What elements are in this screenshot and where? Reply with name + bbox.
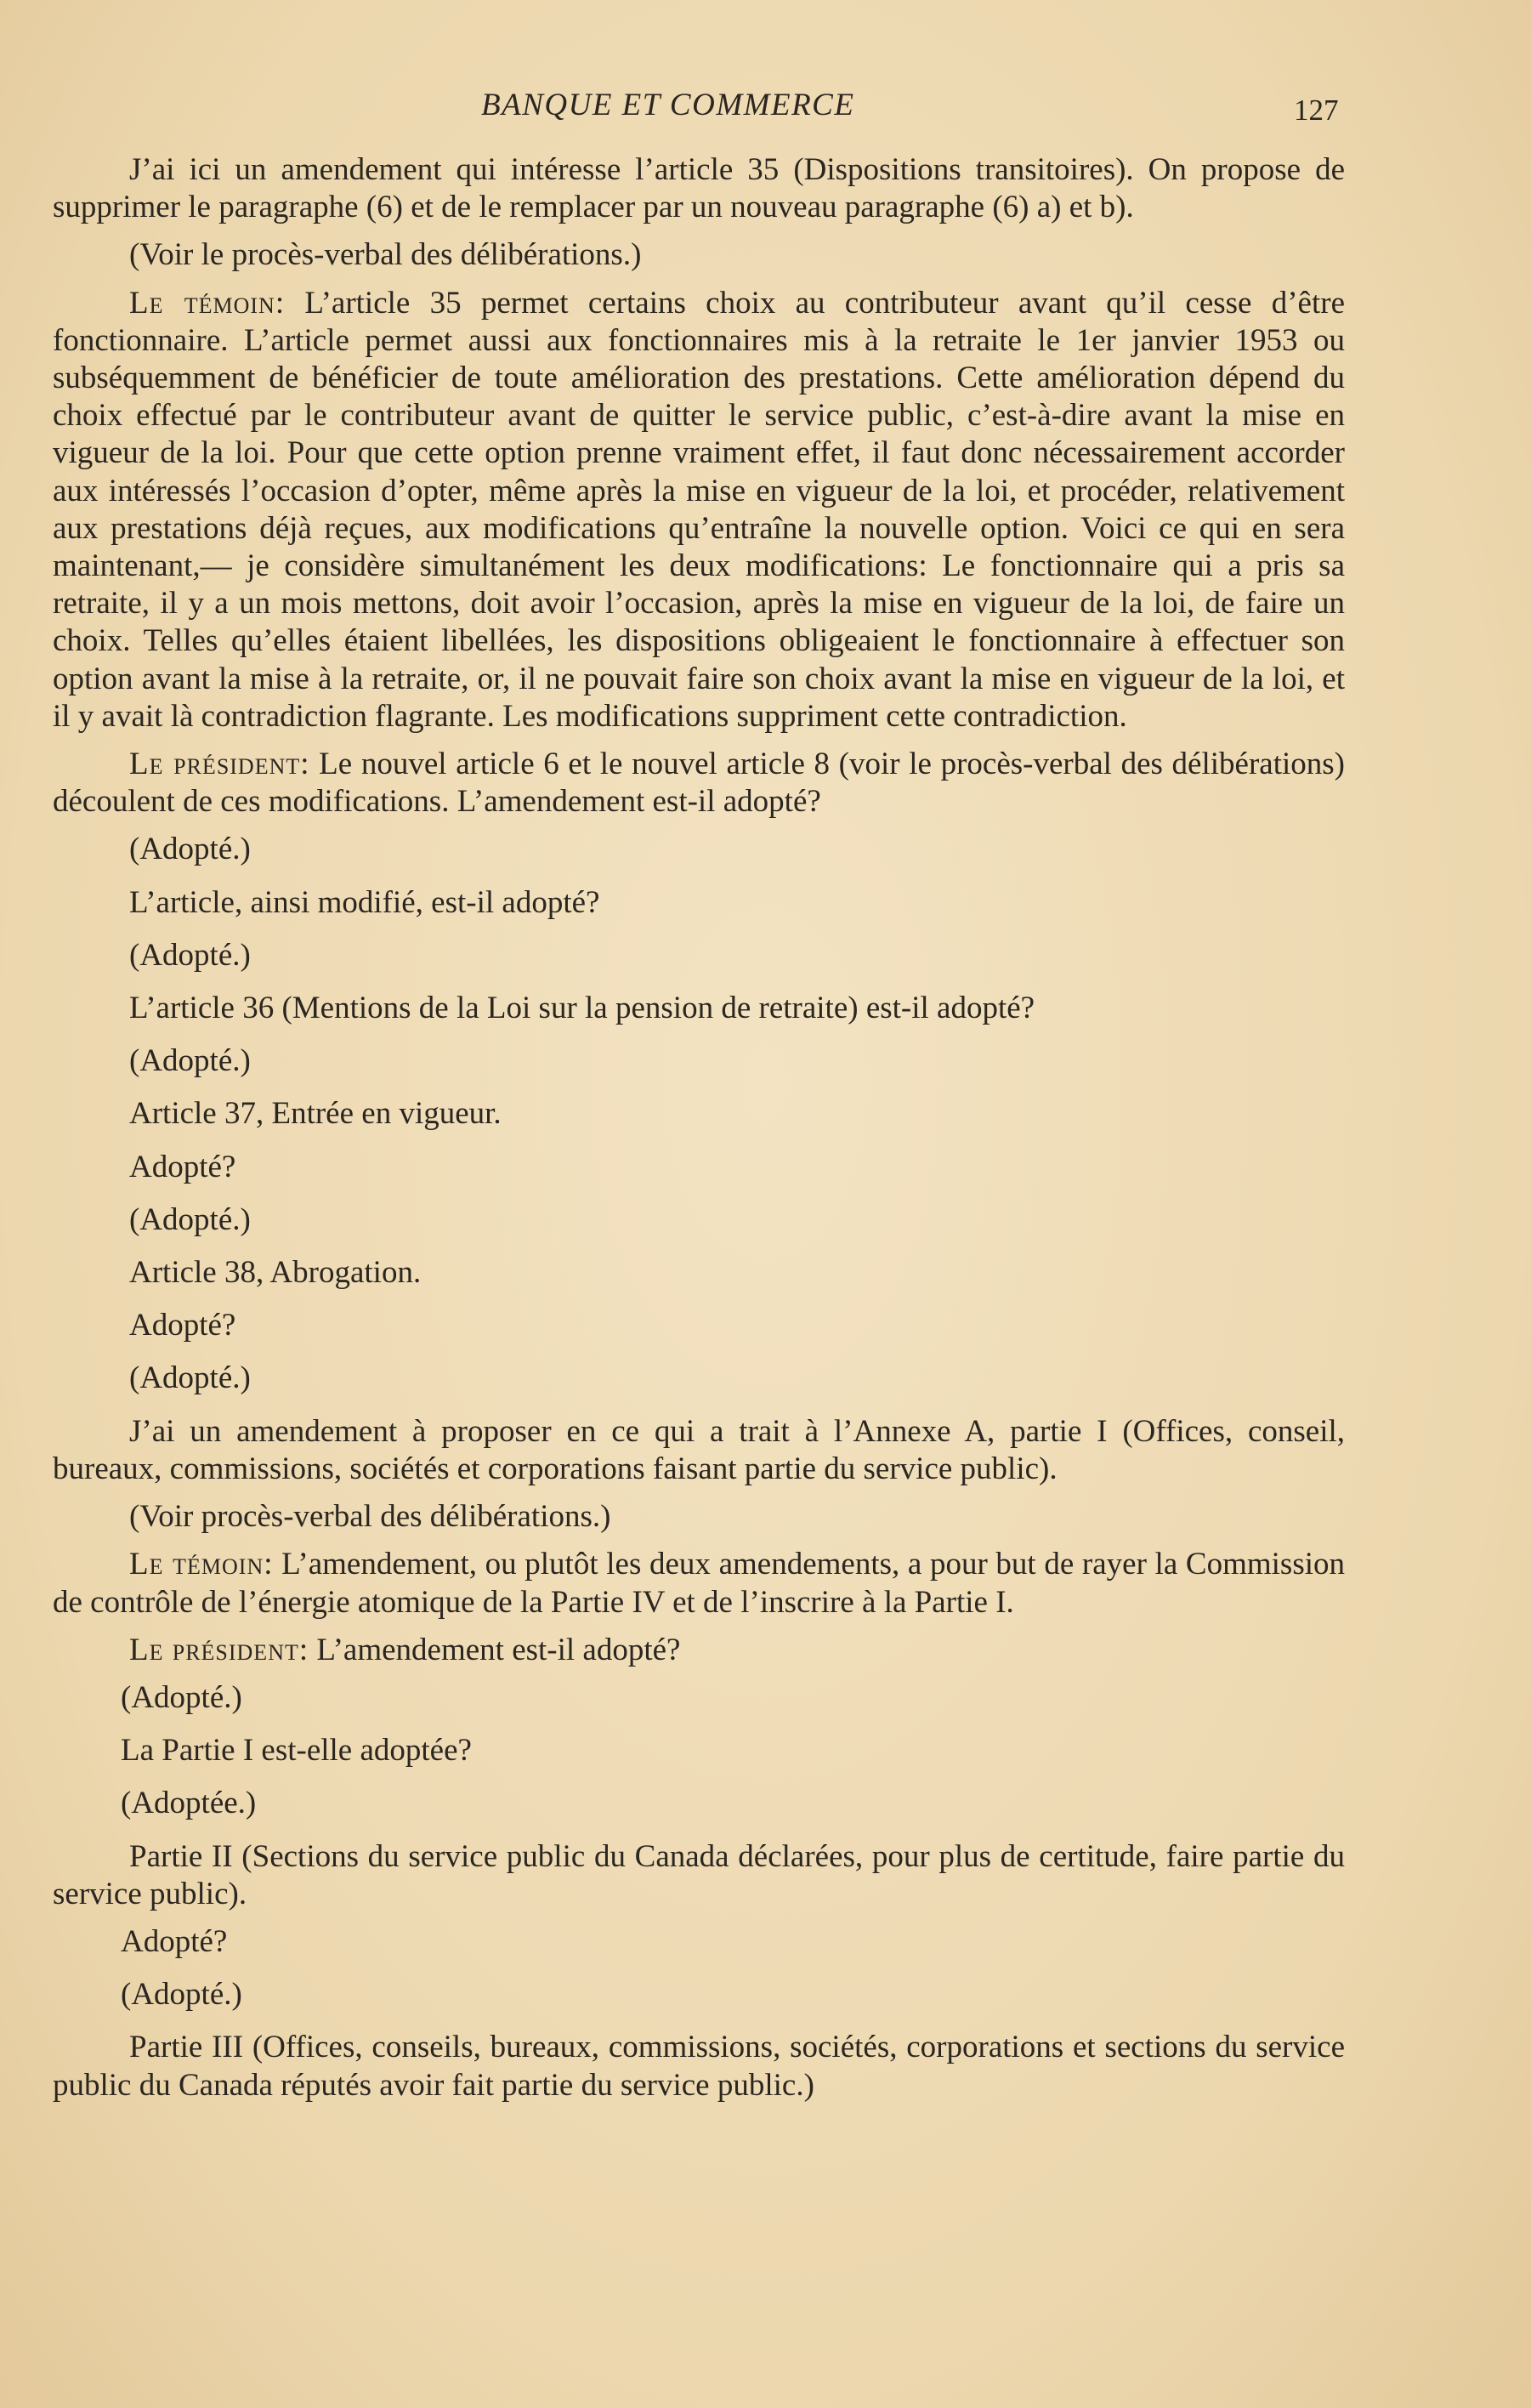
paragraph: J’ai ici un amendement qui intéresse l’article 35 (Dispositions transitoires). On propose de supprimer le paragraphe (6) et de le remplacer par un nouveau paragraphe (6) a) et b). xyxy=(53,152,1345,225)
paragraph: Article 38, Abrogation. xyxy=(129,1255,422,1291)
paragraph: Adopté? xyxy=(129,1149,236,1184)
paragraph: (Adopté.) xyxy=(129,1043,251,1079)
paragraph: Adopté? xyxy=(129,1308,236,1343)
paragraph: (Adoptée.) xyxy=(121,1786,257,1821)
page-header xyxy=(0,82,1531,133)
paragraph: Partie II (Sections du service public du Canada déclarées, pour plus de certitude, faire partie du service public). xyxy=(53,1838,1345,1911)
paragraph: (Voir procès-verbal des délibérations.) xyxy=(129,1499,611,1535)
paragraph: Le président: Le nouvel article 6 et le nouvel article 8 (voir le procès-verbal des délibérations) découlent de ces modifications. L’amendement est-il adopté? xyxy=(53,747,1345,820)
paragraph: Article 37, Entrée en vigueur. xyxy=(129,1096,502,1132)
paragraph: Le président: L’amendement est-il adopté? xyxy=(129,1632,681,1667)
paragraph: (Adopté.) xyxy=(121,1679,242,1715)
paragraph: (Adopté.) xyxy=(129,1201,251,1237)
paragraph: L’article, ainsi modifié, est-il adopté? xyxy=(129,884,600,920)
paragraph: Adopté? xyxy=(121,1923,228,1959)
speaker-label: Le président: xyxy=(129,1632,309,1667)
page-number: 127 xyxy=(1294,94,1339,127)
speaker-label: Le témoin: xyxy=(129,1547,274,1582)
paragraph: (Adopté.) xyxy=(129,937,251,973)
paragraph: (Voir le procès-verbal des délibérations.) xyxy=(129,237,642,273)
paragraph: La Partie I est-elle adoptée? xyxy=(121,1733,472,1769)
speaker-label: Le président: xyxy=(129,747,310,782)
paragraph: (Adopté.) xyxy=(129,832,251,867)
paragraph: Partie III (Offices, conseils, bureaux, commissions, sociétés, corporations et sections du service public du Canada réputés avoir fait partie du service public.) xyxy=(53,2030,1345,2103)
paragraph: (Adopté.) xyxy=(129,1360,251,1396)
paragraph: L’article 36 (Mentions de la Loi sur la pension de retraite) est-il adopté? xyxy=(129,991,1035,1026)
body-text xyxy=(53,151,1345,2115)
speaker-label: Le témoin: xyxy=(129,285,286,321)
paragraph: Le témoin: L’amendement, ou plutôt les deux amendements, a pour but de rayer la Commission de contrôle de l’énergie atomique de la Partie IV et de l’inscrire à la Partie I. xyxy=(53,1547,1346,1620)
paragraph: J’ai un amendement à proposer en ce qui a trait à l’Annexe A, partie I (Offices, conseil, bureaux, commissions, sociétés et corporations faisant partie du service public). xyxy=(53,1413,1345,1486)
paragraph: Le témoin: L’article 35 permet certains choix au contributeur avant qu’il cesse d’être fonctionnaire. L’article permet aussi aux fonctionnaires mis à la retraite le 1er janvier 1953 ou subséquemment de bénéficier de toute amélioration des prestations. Cette amélioration dépend du choix effectué par le contributeur avant de quitter le service public, c’est-à-dire avant la mise en vigueur de la loi. Pour que cette option prenne vraiment effet, il faut donc nécessairement accorder aux intéressés l’occasion d’opter, même après la mise en vigueur de la loi, et procéder, relativement aux prestations déjà reçues, aux modifications qu’entraîne la nouvelle option. Voici ce qui en sera maintenant,— je considère simultanément les deux modifications: Le fonctionnaire qui a pris sa retraite, il y a un mois mettons, doit avoir l’occasion, après la mise en vigueur de la loi, de faire un choix. Telles qu’elles étaient libellées, les dispositions obligeaient le fonctionnaire à effectuer son option avant la mise à la retraite, or, il ne pouvait faire son choix avant la mise en vigueur de la loi, et il y avait là contradiction flagrante. Les modifications suppriment cette contradiction. xyxy=(53,285,1346,734)
paragraph: (Adopté.) xyxy=(121,1977,242,2013)
running-head: BANQUE ET COMMERCE xyxy=(481,88,855,122)
